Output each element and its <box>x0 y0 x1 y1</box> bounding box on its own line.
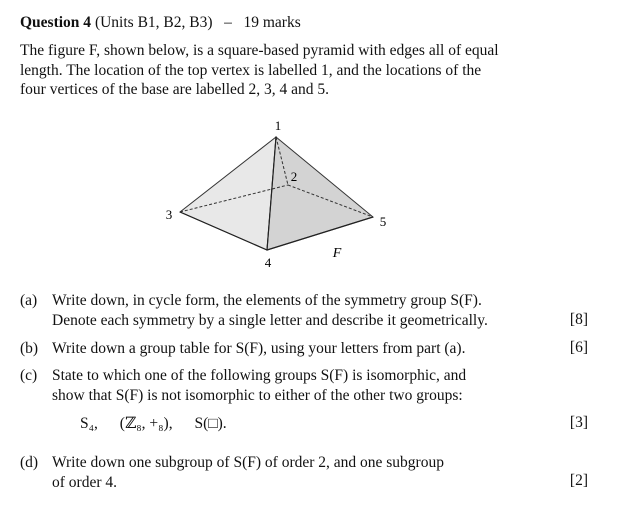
group-list <box>80 414 245 433</box>
part-c-line-2: show that S(F) is not isomorphic to either of the other two groups: <box>52 386 463 404</box>
part-d-marks: [2] <box>569 472 588 489</box>
part-d-line-2: of order 4. <box>52 473 117 491</box>
part-b-line-1: Write down a group table for S(F), using your letters from part (a). <box>52 340 466 357</box>
part-c-line-1: State to which one of the following groups S(F) is isomorphic, and <box>52 367 467 384</box>
intro-line-1: The figure F, shown below, is a square-based pyramid with edges all of equal <box>20 42 499 59</box>
intro-line-3: four vertices of the base are labelled 2, 3, 4 and 5. <box>20 81 330 98</box>
vertex-label-3: 3 <box>165 207 173 222</box>
part-a-line-1: Write down, in cycle form, the elements of the symmetry group S(F). <box>52 292 482 309</box>
intro-paragraph <box>20 41 560 100</box>
part-c-label: (c) <box>20 367 38 384</box>
part-c <box>20 366 466 405</box>
part-b-label: (b) <box>20 340 39 357</box>
question-marks: 19 marks <box>243 14 301 31</box>
question-header <box>20 14 301 32</box>
vertex-label-4: 4 <box>264 255 272 270</box>
part-a <box>20 291 488 330</box>
part-d-line-1: Write down one subgroup of S(F) of order 2, and one subgroup <box>52 454 444 471</box>
vertex-label-1: 1 <box>274 118 282 133</box>
part-b <box>20 339 465 359</box>
part-d <box>20 453 444 492</box>
part-b-marks: [6] <box>569 339 588 356</box>
figure-name-label: F <box>332 246 342 261</box>
pyramid-figure <box>150 110 410 275</box>
part-a-label: (a) <box>20 292 38 309</box>
part-d-label: (d) <box>20 454 39 471</box>
part-a-marks: [8] <box>569 311 588 328</box>
question-units: (Units B1, B2, B3) <box>94 14 213 31</box>
intro-line-2: length. The location of the top vertex is labelled 1, and the locations of the <box>20 61 482 79</box>
vertex-label-2: 2 <box>290 169 298 184</box>
vertex-label-5: 5 <box>379 214 387 229</box>
group-s-square: S(□). <box>194 415 227 432</box>
header-dash: – <box>224 14 232 31</box>
group-z8: (ℤ₈, +₈), <box>119 415 173 432</box>
group-s4: S₄, <box>80 415 98 432</box>
part-c-marks: [3] <box>569 414 588 431</box>
part-a-line-2: Denote each symmetry by a single letter and describe it geometrically. <box>52 311 488 329</box>
question-number: Question 4 <box>20 14 92 31</box>
